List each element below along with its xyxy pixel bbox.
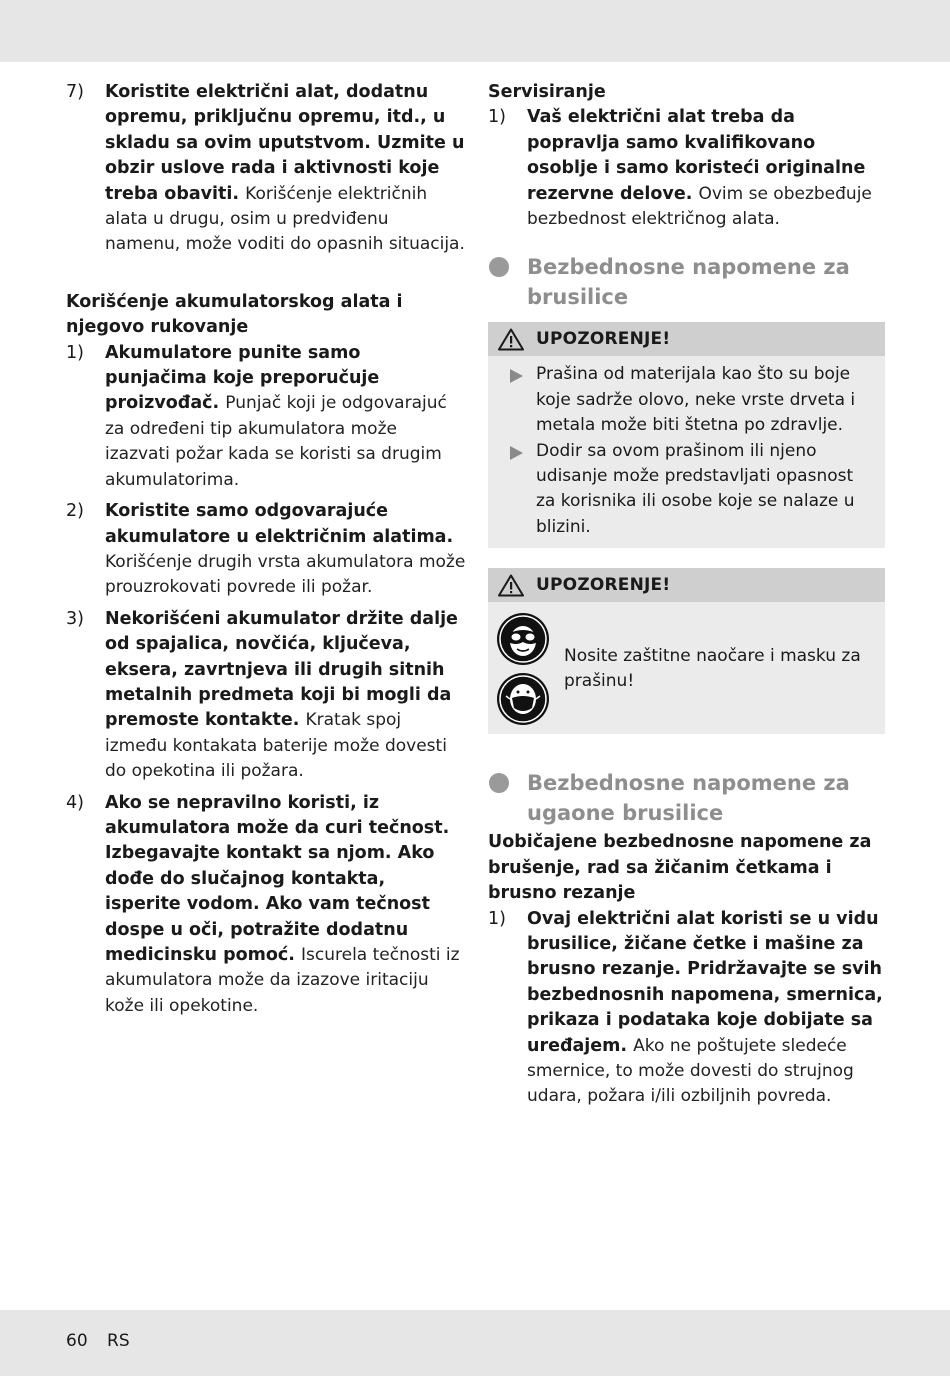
arrow-right-icon — [510, 369, 523, 383]
item-number: 2) — [66, 501, 84, 522]
warning-box — [488, 322, 885, 548]
item-number: 4) — [66, 792, 84, 813]
list-item — [66, 80, 466, 258]
dust-mask-icon — [496, 672, 550, 726]
service-heading: Servisiranje — [488, 82, 606, 102]
item-bold-text: Ovaj električni alat koristi se u vidu brusilice, žičane četke i mašine za brusno rezanje. Pridržavajte se svih bezbednosnih napomena, smernica, prikaza i podataka koje dobijate sa uređajem. — [527, 908, 883, 1056]
item-number: 1) — [488, 908, 506, 929]
item-text: Ako ne poštujete sledeće smernice, to može dovesti do strujnog udara, požara i/ili ozbiljnih povreda. — [527, 1035, 854, 1107]
list-item — [488, 907, 885, 1110]
item-text: Ovim se obezbeđuje bezbednost električnog alata. — [527, 183, 872, 230]
item-text: Kratak spoj između kontakata baterije može dovesti do opekotina ili požara. — [105, 710, 447, 782]
item-bold-text: Vaš električni alat treba da popravlja samo kvalifikovano osoblje i samo koristeći originalne rezervne delove. — [527, 107, 866, 204]
item-bold-text: Ako se nepravilno koristi, iz akumulatora može da curi tečnost. Izbegavajte kontakt sa njom. Ako dođe do slučajnog kontakta, isperite vodom. Ako vam tečnost dospe u oči, potražite dodatnu medicinsku pomoć. — [105, 792, 450, 965]
angle-grinder-heading: Uobičajene bezbednosne napomene za brušenje, rad sa žičanim četkama i brusno rezanje — [488, 832, 872, 904]
list-item — [66, 341, 466, 493]
bullet-circle-icon — [489, 257, 509, 277]
list-item — [66, 499, 466, 601]
item-number: 1) — [488, 107, 506, 128]
item-bold-text: Akumulatore punite samo punjačima koje preporučuje proizvođač. — [105, 342, 380, 414]
warning-triangle-icon — [498, 574, 524, 597]
section-title-text: Bezbednosne napomene za brusilice — [527, 255, 850, 310]
warning-text: Dodir sa ovom prašinom ili njeno udisanje može predstavljati opasnost za korisnika ili osobe koje se nalaze u blizini. — [536, 440, 855, 537]
arrow-right-icon — [510, 446, 523, 460]
ppe-instruction: Nosite zaštitne naočare i masku za prašinu! — [564, 645, 861, 692]
list-item — [488, 105, 885, 232]
item-text: Korišćenje električnih alata u drugu, osim u predviđenu namenu, može voditi do opasnih situacija. — [105, 183, 465, 255]
item-number: 3) — [66, 608, 84, 629]
warning-text: Prašina od materijala kao što su boje koje sadrže olovo, neke vrste drveta i metala može biti štetna po zdravlje. — [536, 364, 856, 436]
page-footer — [66, 1331, 144, 1351]
section-title — [488, 768, 885, 828]
item-text: Punjač koji je odgovarajuć za određeni tip akumulatora može izazvati požar kada se koristi sa drugim akumulatorima. — [105, 393, 447, 490]
warning-triangle-icon — [498, 328, 524, 351]
item-bold-text: Koristite električni alat, dodatnu opremu, priključnu opremu, itd., u skladu sa ovim uputstvom. Uzmite u obzir uslove rada i aktivnosti koje treba obaviti. — [105, 82, 465, 204]
battery-heading: Korišćenje akumulatorskog alata i njegovo rukovanje — [66, 291, 403, 338]
warning-label: UPOZORENJE! — [536, 329, 671, 350]
item-number: 1) — [66, 342, 84, 363]
warning-list-item — [498, 439, 875, 541]
warning-label: UPOZORENJE! — [536, 575, 671, 596]
item-bold-text: Koristite samo odgovarajuće akumulatore u električnim alatima. — [105, 501, 454, 547]
warning-header — [488, 568, 885, 602]
list-item — [66, 791, 466, 1020]
right-column — [488, 80, 885, 1116]
section-title — [488, 252, 885, 312]
safety-goggles-icon — [496, 612, 550, 666]
item-text: Iscurela tečnosti iz akumulatora može da izazove iritaciju kože ili opekotine. — [105, 945, 460, 1016]
item-text: Korišćenje drugih vrsta akumulatora može prouzrokovati povrede ili požar. — [105, 551, 466, 598]
page-number: 60 — [66, 1331, 88, 1351]
left-column — [66, 80, 466, 1025]
warning-box — [488, 568, 885, 734]
top-band — [0, 0, 950, 62]
list-item — [66, 607, 466, 785]
section-title-text: Bezbednosne napomene za ugaone brusilice — [527, 771, 850, 826]
language-code: RS — [107, 1331, 130, 1351]
warning-list-item — [498, 362, 875, 438]
warning-header — [488, 322, 885, 356]
bullet-circle-icon — [489, 773, 509, 793]
item-number: 7) — [66, 82, 84, 102]
item-bold-text: Nekorišćeni akumulator držite dalje od spajalica, novčića, ključeva, eksera, zavrtnjeva ili drugih sitnih metalnih predmeta koji bi mogli da premoste kontakte. — [105, 608, 458, 731]
